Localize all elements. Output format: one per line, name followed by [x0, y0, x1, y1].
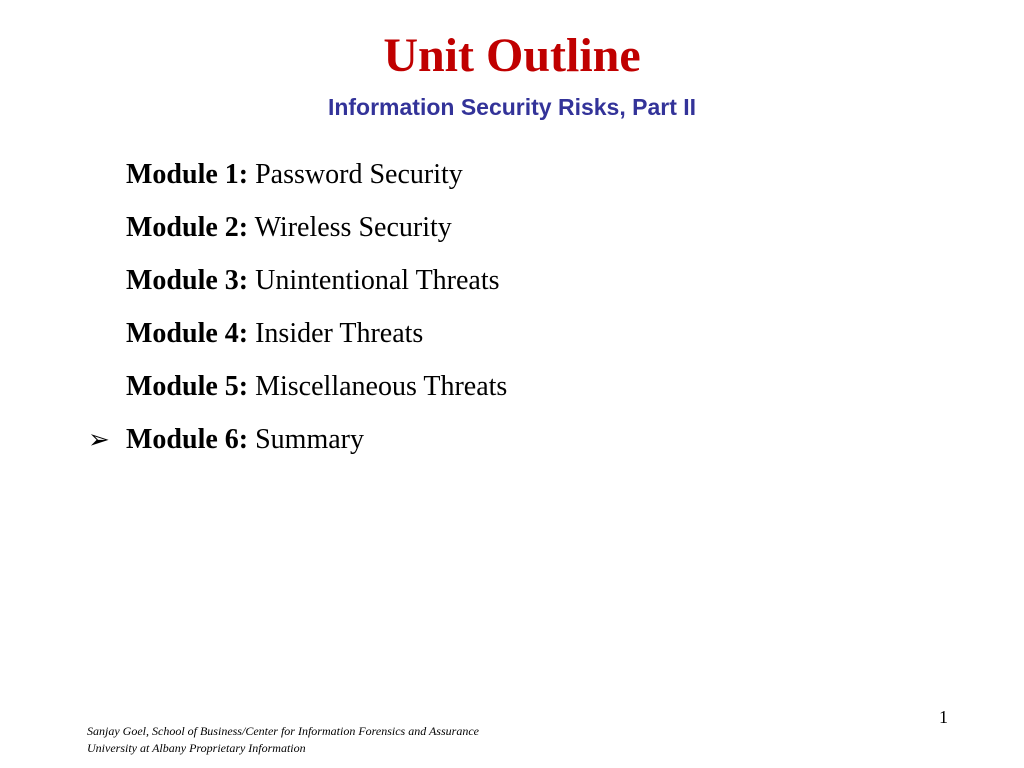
slide-footer [87, 723, 479, 757]
module-label: Module 6: [126, 424, 249, 455]
module-text [126, 256, 500, 306]
module-item-6 [0, 415, 1024, 468]
module-item-3 [0, 256, 1024, 309]
footer-line-proprietary: University at Albany Proprietary Information [87, 741, 306, 755]
module-text [126, 309, 423, 359]
module-item-2 [0, 203, 1024, 256]
module-label: Module 1: [126, 159, 249, 190]
module-list [0, 150, 1024, 468]
module-title: Password Security [255, 159, 463, 190]
module-title: Insider Threats [255, 318, 424, 349]
arrow-bullet-icon: ➢ [88, 425, 110, 454]
slide-title: Unit Outline [383, 29, 641, 82]
module-label: Module 5: [126, 371, 249, 402]
module-title: Unintentional Threats [255, 265, 500, 296]
module-item-5 [0, 362, 1024, 415]
module-text [126, 415, 364, 465]
module-label: Module 4: [126, 318, 249, 349]
module-title: Miscellaneous Threats [255, 371, 508, 402]
module-label: Module 2: [126, 212, 249, 243]
module-text [126, 150, 463, 200]
page-number: 1 [939, 707, 948, 727]
module-text [126, 203, 452, 253]
slide-subtitle: Information Security Risks, Part II [327, 94, 697, 120]
module-item-4 [0, 309, 1024, 362]
module-label: Module 3: [126, 265, 249, 296]
module-title: Wireless Security [254, 212, 452, 243]
footer-line-author: Sanjay Goel, School of Business/Center for Information Forensics and Assurance [87, 724, 479, 738]
module-text [126, 362, 507, 412]
module-item-1 [0, 150, 1024, 203]
module-title: Summary [255, 424, 364, 455]
